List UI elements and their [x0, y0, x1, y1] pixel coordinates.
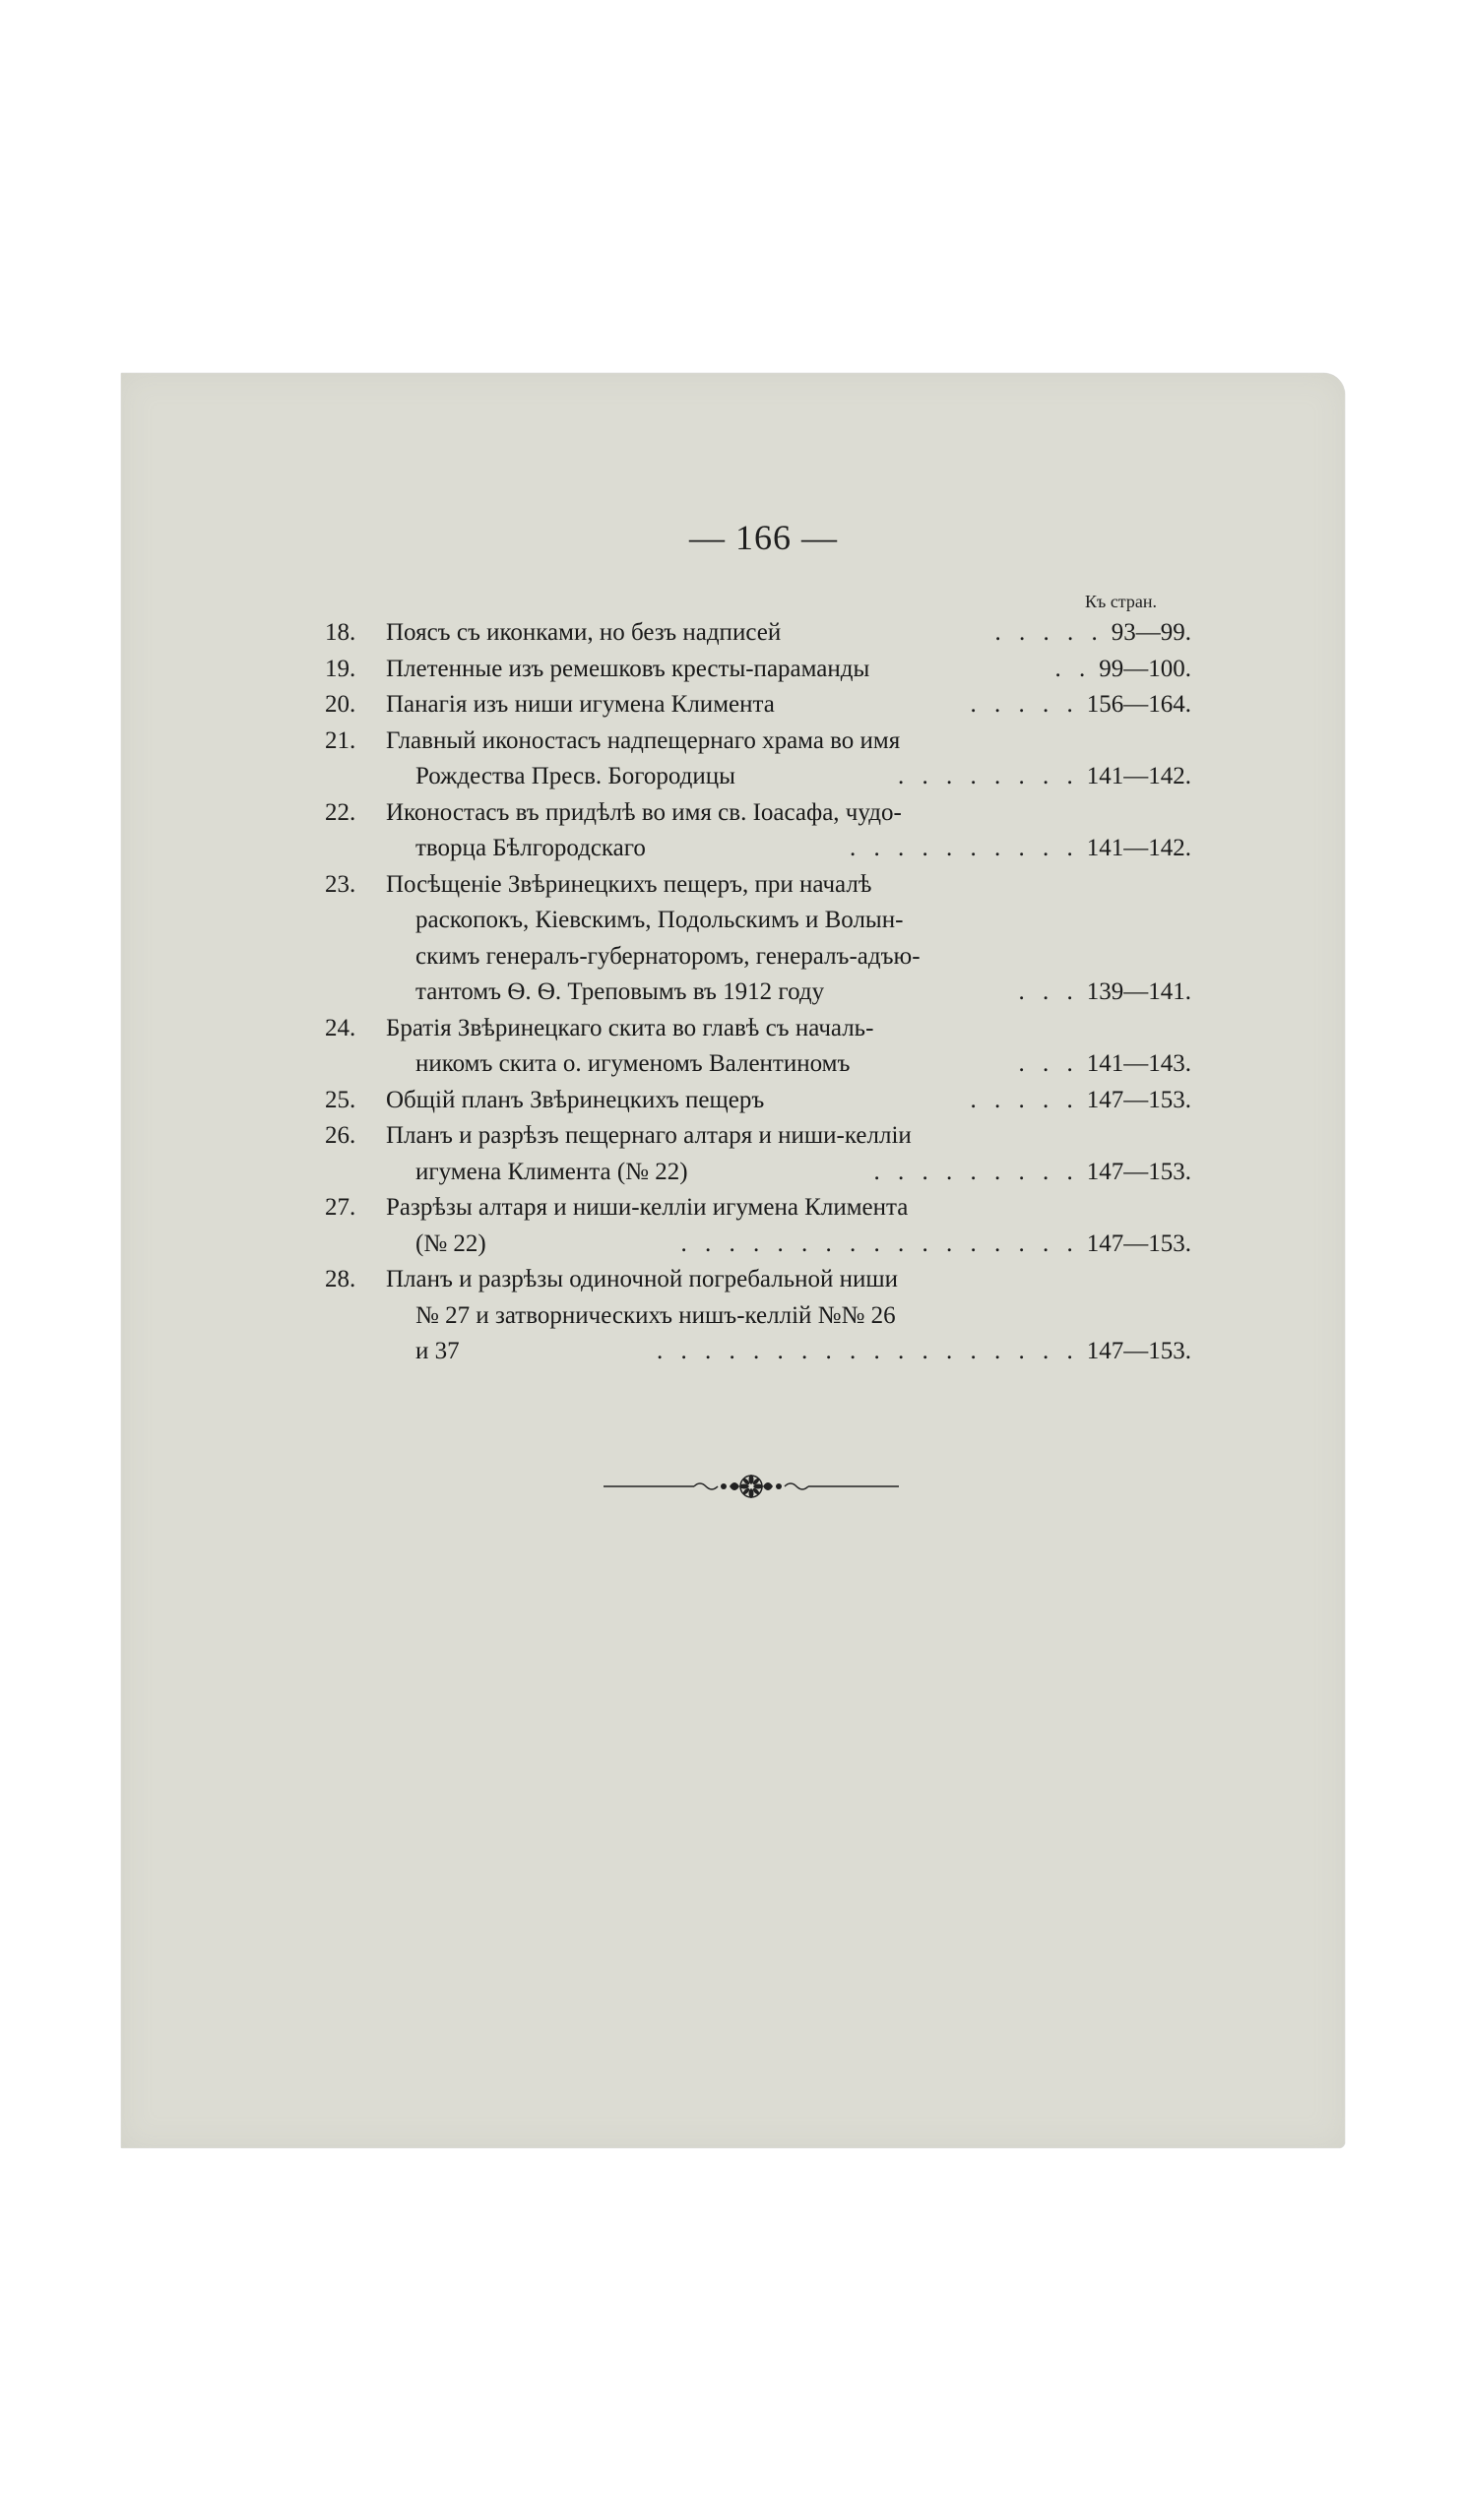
- entry-number: 26.: [325, 1122, 356, 1149]
- entry-title: творца Бѣлгородскаго: [415, 835, 646, 861]
- entry-number: 27.: [325, 1194, 356, 1221]
- toc-line: [325, 867, 1191, 904]
- entry-number: 23.: [325, 870, 356, 898]
- dot-leader: . . . . .: [970, 691, 1079, 718]
- entry-title: и 37: [415, 1338, 460, 1364]
- entry-title: Рождества Пресв. Богородицы: [415, 763, 735, 789]
- entry-pages: 99—100.: [1099, 655, 1191, 682]
- dot-leader: . . . . .: [994, 619, 1104, 646]
- toc-line: [325, 1334, 1191, 1370]
- toc-line: [325, 1262, 1191, 1298]
- toc-line: [325, 687, 1191, 724]
- toc-line: [325, 1190, 1191, 1227]
- entry-pages: 147—153.: [1086, 1229, 1191, 1257]
- entry-title: Братія Звѣринецкаго скита во главѣ съ началь-: [386, 1014, 874, 1041]
- toc-line: [325, 975, 1191, 1011]
- dot-leader: . . . . . . . . . .: [850, 835, 1079, 861]
- entry-pages: 141—142.: [1086, 835, 1191, 861]
- entry-title: (№ 22): [415, 1229, 486, 1257]
- entry-title: Иконостасъ въ придѣлѣ во имя св. Іоасафа, чудо-: [386, 798, 902, 826]
- entry-title: Главный иконостасъ надпещернаго храма во имя: [386, 726, 901, 754]
- entry-title: игумена Климента (№ 22): [415, 1158, 688, 1185]
- entry-pages: 93—99.: [1111, 619, 1191, 646]
- toc-line: [325, 1227, 1191, 1263]
- entry-pages: 141—142.: [1086, 763, 1191, 789]
- toc-line: [325, 1298, 1191, 1335]
- page-number: — 166 —: [689, 518, 838, 557]
- entry-pages: 139—141.: [1086, 978, 1191, 1005]
- entry-number: 19.: [325, 655, 356, 682]
- entry-title: Разрѣзы алтаря и ниши-келліи игумена Климента: [386, 1194, 909, 1221]
- dot-leader: . . . . . . . . . . . . . . . . .: [680, 1229, 1079, 1257]
- entry-pages: 147—153.: [1086, 1158, 1191, 1185]
- entry-number: 24.: [325, 1014, 356, 1041]
- page-column-header: Къ стран.: [1085, 592, 1158, 611]
- entry-title: раскопокъ, Кіевскимъ, Подольскимъ и Волын-: [415, 907, 904, 933]
- entry-title: тантомъ Ѳ. Ѳ. Треповымъ въ 1912 году: [415, 978, 825, 1005]
- entry-pages: 147—153.: [1086, 1338, 1191, 1364]
- entry-title: Панагія изъ ниши игумена Климента: [386, 691, 775, 718]
- toc-line: [325, 1155, 1191, 1191]
- toc-line: [325, 831, 1191, 867]
- toc-line: [325, 1083, 1191, 1119]
- toc-line: [325, 759, 1191, 795]
- toc-line: [325, 795, 1191, 832]
- toc-line: [325, 652, 1191, 688]
- toc-line: [325, 724, 1191, 760]
- entry-title: Планъ и разрѣзы одиночной погребальной ниши: [386, 1266, 899, 1292]
- entry-title: Поясъ съ иконками, но безъ надписей: [386, 619, 782, 646]
- entry-number: 25.: [325, 1086, 356, 1113]
- illustration-list: [325, 615, 1191, 1370]
- toc-line: [325, 1011, 1191, 1047]
- entry-title: никомъ скита о. игуменомъ Валентиномъ: [415, 1050, 851, 1077]
- dot-leader: . . .: [1018, 978, 1079, 1005]
- entry-title: Общій планъ Звѣринецкихъ пещеръ: [386, 1086, 765, 1113]
- toc-line: [325, 939, 1191, 976]
- entry-title: скимъ генералъ-губернаторомъ, генералъ-адъю-: [415, 942, 921, 970]
- entry-title: Планъ и разрѣзъ пещернаго алтаря и ниши-келліи: [386, 1122, 912, 1149]
- decorative-ornament: [604, 1472, 899, 1501]
- entry-number: 28.: [325, 1266, 356, 1292]
- entry-title: № 27 и затворническихъ нишъ-келлій №№ 26: [415, 1301, 896, 1329]
- dot-leader: . . .: [1018, 1050, 1079, 1077]
- entry-number: 20.: [325, 691, 356, 718]
- dot-leader: . . . . . . . .: [898, 763, 1079, 789]
- toc-line: [325, 1046, 1191, 1083]
- dot-leader: . . . . .: [970, 1086, 1079, 1113]
- toc-line: [325, 1118, 1191, 1155]
- toc-line: [325, 903, 1191, 939]
- entry-title: Посѣщеніе Звѣринецкихъ пещеръ, при началѣ: [386, 870, 872, 898]
- entry-pages: 156—164.: [1086, 691, 1191, 718]
- dot-leader: . . . . . . . . .: [873, 1158, 1079, 1185]
- entry-title: Плетенные изъ ремешковъ кресты-параманды: [386, 655, 870, 682]
- toc-line: [325, 615, 1191, 652]
- entry-number: 21.: [325, 726, 356, 754]
- entry-pages: 141—143.: [1086, 1050, 1191, 1077]
- entry-pages: 147—153.: [1086, 1086, 1191, 1113]
- dot-leader: . . . . . . . . . . . . . . . . . .: [657, 1338, 1079, 1364]
- entry-number: 18.: [325, 619, 356, 646]
- entry-number: 22.: [325, 798, 356, 826]
- dot-leader: . .: [1054, 655, 1092, 682]
